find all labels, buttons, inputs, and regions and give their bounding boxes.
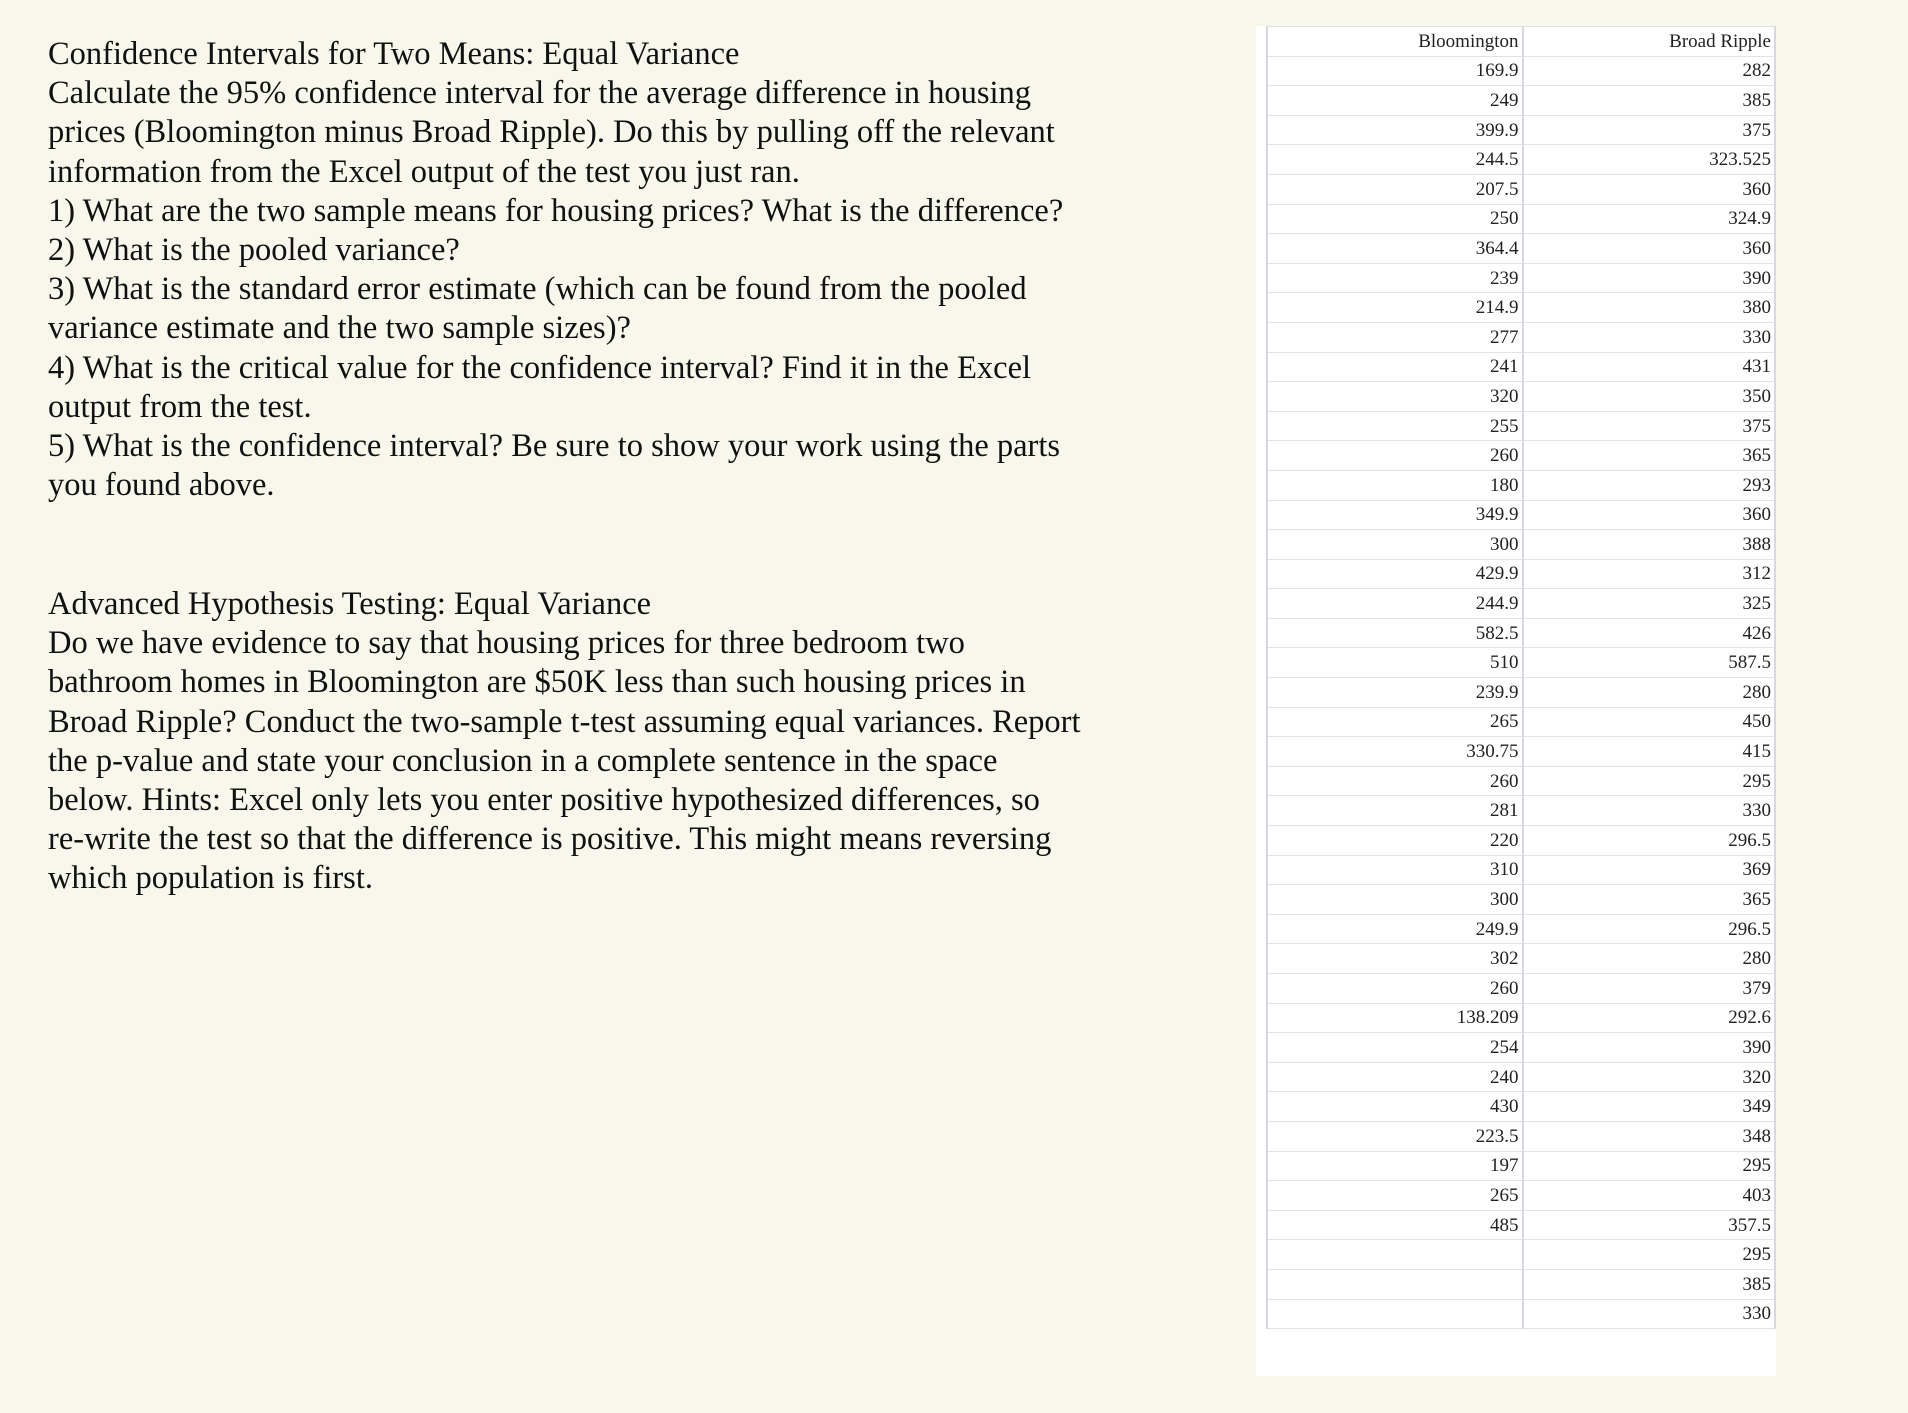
broad-ripple-cell[interactable]: 388 bbox=[1523, 530, 1775, 560]
broad-ripple-cell[interactable]: 312 bbox=[1523, 559, 1775, 589]
bloomington-cell[interactable]: 250 bbox=[1267, 204, 1523, 234]
table-row bbox=[1267, 530, 1775, 560]
table-body bbox=[1267, 56, 1775, 1329]
table-row bbox=[1267, 589, 1775, 619]
bloomington-cell[interactable]: 349.9 bbox=[1267, 500, 1523, 530]
broad-ripple-cell[interactable]: 324.9 bbox=[1523, 204, 1775, 234]
table-row bbox=[1267, 500, 1775, 530]
table-row bbox=[1267, 411, 1775, 441]
table-row bbox=[1267, 826, 1775, 856]
bloomington-cell[interactable]: 254 bbox=[1267, 1033, 1523, 1063]
broad-ripple-cell[interactable]: 390 bbox=[1523, 263, 1775, 293]
table-row bbox=[1267, 737, 1775, 767]
broad-ripple-cell[interactable]: 350 bbox=[1523, 382, 1775, 412]
broad-ripple-cell[interactable]: 431 bbox=[1523, 352, 1775, 382]
bloomington-cell[interactable]: 430 bbox=[1267, 1092, 1523, 1122]
table-row bbox=[1267, 559, 1775, 589]
bloomington-cell[interactable]: 138.209 bbox=[1267, 1003, 1523, 1033]
bloomington-cell[interactable] bbox=[1267, 1269, 1523, 1299]
table-row bbox=[1267, 441, 1775, 471]
table-row bbox=[1267, 382, 1775, 412]
spreadsheet-excerpt bbox=[1256, 26, 1776, 1376]
broad-ripple-cell[interactable]: 375 bbox=[1523, 411, 1775, 441]
table-row bbox=[1267, 1062, 1775, 1092]
bloomington-cell[interactable]: 320 bbox=[1267, 382, 1523, 412]
table-row bbox=[1267, 470, 1775, 500]
header-broad-ripple[interactable]: Broad Ripple bbox=[1523, 27, 1775, 57]
broad-ripple-cell[interactable]: 280 bbox=[1523, 944, 1775, 974]
confidence-intervals-text-line: information from the Excel output of the test you just ran. bbox=[48, 153, 800, 190]
broad-ripple-cell[interactable]: 320 bbox=[1523, 1062, 1775, 1092]
bloomington-cell[interactable]: 300 bbox=[1267, 885, 1523, 915]
table-row bbox=[1267, 174, 1775, 204]
hypothesis-testing-section bbox=[48, 585, 1208, 899]
bloomington-cell[interactable]: 240 bbox=[1267, 1062, 1523, 1092]
table-row bbox=[1267, 1003, 1775, 1033]
bloomington-cell[interactable]: 485 bbox=[1267, 1210, 1523, 1240]
table-row bbox=[1267, 678, 1775, 708]
bloomington-cell[interactable] bbox=[1267, 1299, 1523, 1329]
bloomington-cell[interactable]: 169.9 bbox=[1267, 56, 1523, 86]
table-row bbox=[1267, 1121, 1775, 1151]
bloomington-cell[interactable]: 241 bbox=[1267, 352, 1523, 382]
table-row bbox=[1267, 1151, 1775, 1181]
broad-ripple-cell[interactable]: 360 bbox=[1523, 174, 1775, 204]
table-row bbox=[1267, 86, 1775, 116]
hypothesis-testing-text-line: the p-value and state your conclusion in a complete sentence in the space bbox=[48, 742, 998, 779]
broad-ripple-cell[interactable]: 357.5 bbox=[1523, 1210, 1775, 1240]
table-row bbox=[1267, 263, 1775, 293]
broad-ripple-cell[interactable]: 295 bbox=[1523, 1240, 1775, 1270]
table-row bbox=[1267, 322, 1775, 352]
broad-ripple-cell[interactable]: 280 bbox=[1523, 678, 1775, 708]
broad-ripple-cell[interactable]: 380 bbox=[1523, 293, 1775, 323]
broad-ripple-cell[interactable]: 296.5 bbox=[1523, 826, 1775, 856]
table-row bbox=[1267, 293, 1775, 323]
broad-ripple-cell[interactable]: 330 bbox=[1523, 322, 1775, 352]
broad-ripple-cell[interactable]: 323.525 bbox=[1523, 145, 1775, 175]
table-row bbox=[1267, 56, 1775, 86]
bloomington-cell[interactable]: 399.9 bbox=[1267, 115, 1523, 145]
broad-ripple-cell[interactable]: 426 bbox=[1523, 618, 1775, 648]
bloomington-cell[interactable]: 429.9 bbox=[1267, 559, 1523, 589]
broad-ripple-cell[interactable]: 293 bbox=[1523, 470, 1775, 500]
hypothesis-testing-text-line: below. Hints: Excel only lets you enter positive hypothesized differences, so bbox=[48, 782, 1040, 819]
broad-ripple-cell[interactable]: 390 bbox=[1523, 1033, 1775, 1063]
broad-ripple-cell[interactable]: 348 bbox=[1523, 1121, 1775, 1151]
table-row bbox=[1267, 1033, 1775, 1063]
hypothesis-testing-text-line: bathroom homes in Bloomington are $50K less than such housing prices in bbox=[48, 664, 1026, 701]
table-row bbox=[1267, 648, 1775, 678]
table-row bbox=[1267, 796, 1775, 826]
broad-ripple-cell[interactable]: 587.5 bbox=[1523, 648, 1775, 678]
confidence-intervals-text-line: 1) What are the two sample means for housing prices? What is the difference? bbox=[48, 192, 1064, 229]
hypothesis-testing-text-line: which population is first. bbox=[48, 860, 373, 897]
table-row bbox=[1267, 234, 1775, 264]
broad-ripple-cell[interactable]: 375 bbox=[1523, 115, 1775, 145]
confidence-intervals-text-line: 4) What is the critical value for the confidence interval? Find it in the Excel bbox=[48, 349, 1032, 386]
confidence-intervals-heading: Confidence Intervals for Two Means: Equal Variance bbox=[48, 36, 740, 72]
broad-ripple-cell[interactable]: 385 bbox=[1523, 1269, 1775, 1299]
bloomington-cell[interactable]: 220 bbox=[1267, 826, 1523, 856]
table-row bbox=[1267, 944, 1775, 974]
bloomington-cell[interactable]: 260 bbox=[1267, 974, 1523, 1004]
broad-ripple-cell[interactable]: 403 bbox=[1523, 1181, 1775, 1211]
bloomington-cell[interactable]: 510 bbox=[1267, 648, 1523, 678]
bloomington-cell[interactable]: 180 bbox=[1267, 470, 1523, 500]
table-row bbox=[1267, 707, 1775, 737]
bloomington-cell[interactable]: 364.4 bbox=[1267, 234, 1523, 264]
table-row bbox=[1267, 1269, 1775, 1299]
header-row bbox=[1267, 27, 1775, 57]
bloomington-cell[interactable]: 223.5 bbox=[1267, 1121, 1523, 1151]
broad-ripple-cell[interactable]: 360 bbox=[1523, 234, 1775, 264]
confidence-intervals-text-line: 3) What is the standard error estimate (which can be found from the pooled bbox=[48, 271, 1027, 308]
bloomington-cell[interactable]: 249.9 bbox=[1267, 914, 1523, 944]
bloomington-cell[interactable]: 239.9 bbox=[1267, 678, 1523, 708]
table-row bbox=[1267, 974, 1775, 1004]
bloomington-cell[interactable]: 300 bbox=[1267, 530, 1523, 560]
bloomington-cell[interactable]: 260 bbox=[1267, 441, 1523, 471]
broad-ripple-cell[interactable]: 295 bbox=[1523, 1151, 1775, 1181]
table-row bbox=[1267, 914, 1775, 944]
broad-ripple-cell[interactable]: 349 bbox=[1523, 1092, 1775, 1122]
table-row bbox=[1267, 766, 1775, 796]
confidence-intervals-text-line: 5) What is the confidence interval? Be sure to show your work using the parts bbox=[48, 428, 1061, 465]
table-row bbox=[1267, 1181, 1775, 1211]
bloomington-cell[interactable]: 244.5 bbox=[1267, 145, 1523, 175]
hypothesis-testing-heading: Advanced Hypothesis Testing: Equal Variance bbox=[48, 586, 652, 622]
table-row bbox=[1267, 1240, 1775, 1270]
broad-ripple-cell[interactable]: 292.6 bbox=[1523, 1003, 1775, 1033]
table-row bbox=[1267, 1299, 1775, 1329]
bloomington-cell[interactable]: 330.75 bbox=[1267, 737, 1523, 767]
bloomington-cell[interactable]: 197 bbox=[1267, 1151, 1523, 1181]
table-row bbox=[1267, 1092, 1775, 1122]
bloomington-cell[interactable]: 239 bbox=[1267, 263, 1523, 293]
broad-ripple-cell[interactable]: 330 bbox=[1523, 796, 1775, 826]
bloomington-cell[interactable]: 249 bbox=[1267, 86, 1523, 116]
broad-ripple-cell[interactable]: 450 bbox=[1523, 707, 1775, 737]
broad-ripple-cell[interactable]: 360 bbox=[1523, 500, 1775, 530]
confidence-intervals-text-line: prices (Bloomington minus Broad Ripple). Do this by pulling off the relevant bbox=[48, 114, 1055, 151]
confidence-intervals-section bbox=[48, 35, 1208, 505]
bloomington-cell[interactable]: 281 bbox=[1267, 796, 1523, 826]
header-bloomington[interactable]: Bloomington bbox=[1267, 27, 1523, 57]
confidence-intervals-text-line: variance estimate and the two sample sizes)? bbox=[48, 310, 631, 347]
bloomington-cell[interactable]: 244.9 bbox=[1267, 589, 1523, 619]
hypothesis-testing-text-line: Broad Ripple? Conduct the two-sample t-test assuming equal variances. Report bbox=[48, 703, 1081, 740]
table-row bbox=[1267, 855, 1775, 885]
broad-ripple-cell[interactable]: 330 bbox=[1523, 1299, 1775, 1329]
broad-ripple-cell[interactable]: 325 bbox=[1523, 589, 1775, 619]
broad-ripple-cell[interactable]: 379 bbox=[1523, 974, 1775, 1004]
table-row bbox=[1267, 618, 1775, 648]
bloomington-cell[interactable]: 265 bbox=[1267, 707, 1523, 737]
broad-ripple-cell[interactable]: 365 bbox=[1523, 885, 1775, 915]
housing-prices-table bbox=[1266, 26, 1776, 1329]
confidence-intervals-text-line: output from the test. bbox=[48, 388, 312, 425]
table-row bbox=[1267, 352, 1775, 382]
broad-ripple-cell[interactable]: 369 bbox=[1523, 855, 1775, 885]
broad-ripple-cell[interactable]: 385 bbox=[1523, 86, 1775, 116]
confidence-intervals-text-line: you found above. bbox=[48, 467, 275, 504]
broad-ripple-cell[interactable]: 365 bbox=[1523, 441, 1775, 471]
confidence-intervals-text-line: 2) What is the pooled variance? bbox=[48, 232, 460, 269]
bloomington-cell[interactable]: 260 bbox=[1267, 766, 1523, 796]
hypothesis-testing-text-line: re-write the test so that the difference is positive. This might means reversing bbox=[48, 821, 1052, 858]
table-row bbox=[1267, 885, 1775, 915]
bloomington-cell[interactable]: 255 bbox=[1267, 411, 1523, 441]
table-row bbox=[1267, 115, 1775, 145]
broad-ripple-cell[interactable]: 295 bbox=[1523, 766, 1775, 796]
bloomington-cell[interactable]: 582.5 bbox=[1267, 618, 1523, 648]
bloomington-cell[interactable]: 302 bbox=[1267, 944, 1523, 974]
bloomington-cell[interactable]: 277 bbox=[1267, 322, 1523, 352]
table-row bbox=[1267, 145, 1775, 175]
broad-ripple-cell[interactable]: 282 bbox=[1523, 56, 1775, 86]
bloomington-cell[interactable]: 310 bbox=[1267, 855, 1523, 885]
hypothesis-testing-text-line: Do we have evidence to say that housing prices for three bedroom two bbox=[48, 625, 965, 662]
bloomington-cell[interactable]: 214.9 bbox=[1267, 293, 1523, 323]
bloomington-cell[interactable]: 207.5 bbox=[1267, 174, 1523, 204]
broad-ripple-cell[interactable]: 296.5 bbox=[1523, 914, 1775, 944]
confidence-intervals-text-line: Calculate the 95% confidence interval for the average difference in housing bbox=[48, 75, 1031, 112]
bloomington-cell[interactable]: 265 bbox=[1267, 1181, 1523, 1211]
table-row bbox=[1267, 1210, 1775, 1240]
broad-ripple-cell[interactable]: 415 bbox=[1523, 737, 1775, 767]
bloomington-cell[interactable] bbox=[1267, 1240, 1523, 1270]
table-row bbox=[1267, 204, 1775, 234]
